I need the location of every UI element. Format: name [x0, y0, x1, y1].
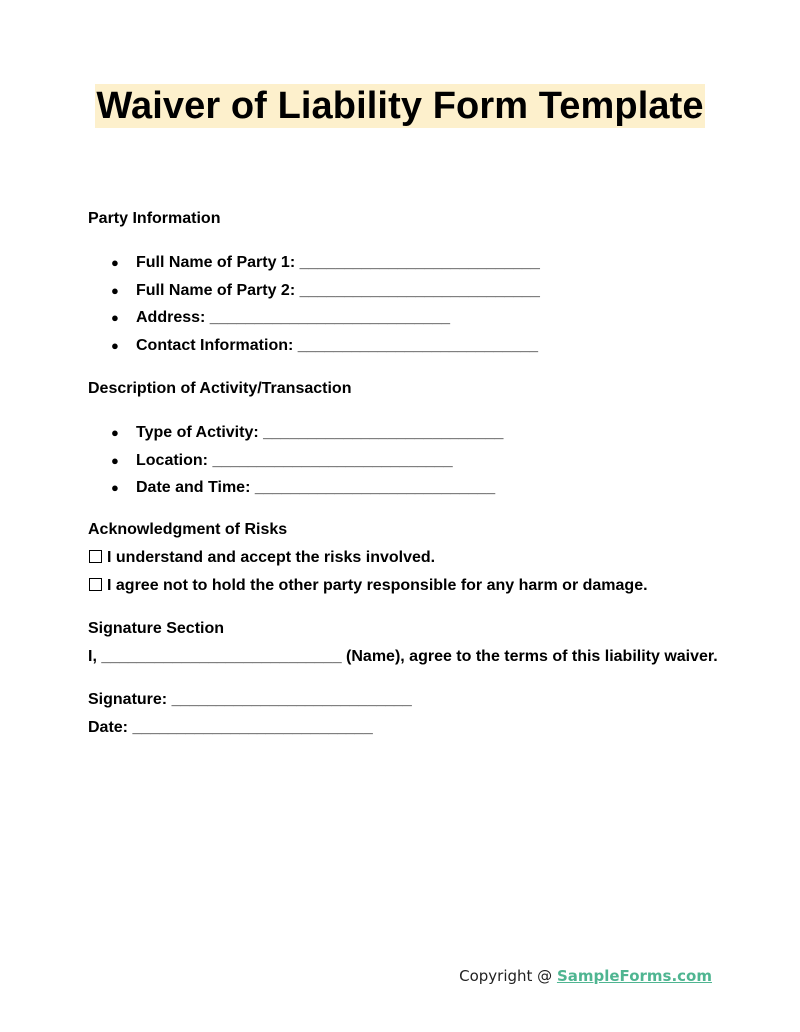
list-item[interactable]	[88, 336, 540, 364]
bullet-icon: ●	[111, 255, 119, 270]
type-of-activity-field: Type of Activity: ___________________________	[136, 424, 504, 441]
bullet-icon: ●	[111, 480, 119, 495]
risks-heading: Acknowledgment of Risks	[88, 521, 288, 538]
date-field[interactable]: Date: ___________________________	[88, 719, 373, 736]
party-information-list	[88, 253, 540, 363]
list-item[interactable]	[88, 478, 503, 506]
signature-heading: Signature Section	[88, 620, 225, 637]
party-2-name-field: Full Name of Party 2: ___________________________	[136, 281, 540, 299]
activity-heading: Description of Activity/Transaction	[88, 380, 352, 397]
checkbox-icon[interactable]	[89, 550, 102, 563]
hold-harmless-row[interactable]	[88, 576, 648, 596]
risk-acknowledgment-label: I understand and accept the risks involved.	[107, 549, 436, 566]
copyright-text: Copyright @	[459, 967, 557, 985]
bullet-icon: ●	[111, 452, 119, 468]
location-field: Location: ___________________________	[136, 451, 453, 469]
brand-link[interactable]: SampleForms.com	[556, 967, 712, 985]
activity-list	[88, 423, 503, 506]
signature-field[interactable]: Signature: ___________________________	[88, 691, 412, 708]
bullet-icon: ●	[111, 337, 119, 353]
bullet-icon: ●	[111, 282, 119, 298]
bullet-icon: ●	[111, 310, 119, 325]
agreement-statement[interactable]: I, ___________________________ (Name), agree to the terms of this liability waiver.	[88, 648, 718, 665]
list-item[interactable]	[88, 253, 540, 281]
list-item[interactable]	[88, 423, 503, 451]
list-item[interactable]	[88, 308, 540, 336]
contact-information-field: Contact Information: ___________________________	[136, 336, 539, 354]
party-1-name-field: Full Name of Party 1: ___________________________	[136, 254, 540, 271]
bullet-icon: ●	[111, 425, 119, 440]
footer-copyright	[459, 966, 712, 986]
title-wrapper	[0, 84, 800, 128]
party-information-heading: Party Information	[88, 210, 221, 227]
hold-harmless-label: I agree not to hold the other party responsible for any harm or damage.	[107, 577, 648, 594]
page-title: Waiver of Liability Form Template	[96, 85, 704, 127]
address-field: Address: ___________________________	[136, 309, 451, 326]
list-item[interactable]	[88, 451, 503, 479]
checkbox-icon[interactable]	[89, 578, 102, 591]
list-item[interactable]	[88, 281, 540, 309]
date-and-time-field: Date and Time: ___________________________	[136, 479, 496, 496]
risk-acknowledgment-row[interactable]	[88, 548, 435, 568]
